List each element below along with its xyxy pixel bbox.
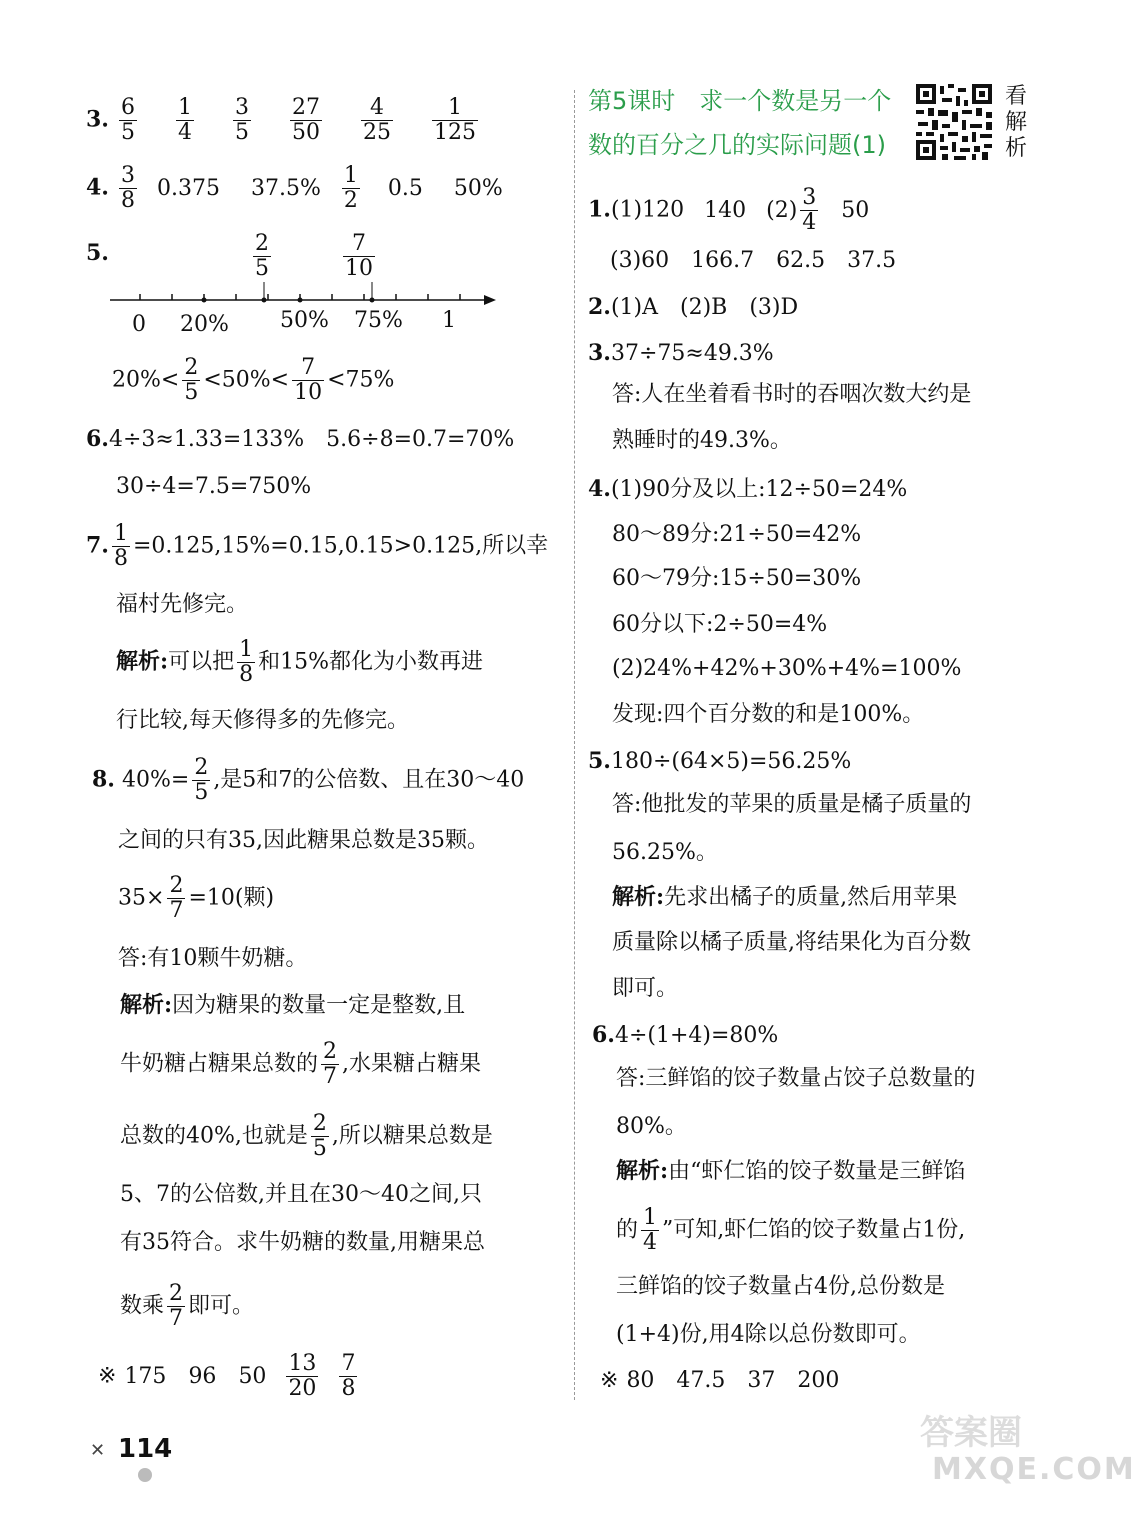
analysis-7: 解析:可以把 $\frac{1}{8}$ 和15%都化为小数再进 bbox=[116, 637, 484, 687]
answer-1: 1.(1)120 140 (2) $\frac{3}{4}$ 50 bbox=[588, 185, 870, 235]
tick-label: 1 bbox=[442, 308, 456, 333]
fraction: $\frac{3}{5}$ bbox=[234, 95, 249, 145]
analysis-8-line-5: 有35符合。求牛奶糖的数量,用糖果总 bbox=[120, 1230, 485, 1255]
answer-4-line-2: 80～89分:21÷50=42% bbox=[612, 522, 862, 547]
extra-practice: ※ 80 47.5 37 200 bbox=[600, 1368, 840, 1393]
analysis-5: 解析:先求出橘子的质量,然后用苹果 bbox=[612, 884, 958, 910]
answer-7-line-2: 福村先修完。 bbox=[116, 592, 249, 617]
lesson-title-line-1: 第5课时 求一个数是另一个 bbox=[588, 87, 892, 115]
answer-8-line-2: 之间的只有35,因此糖果总数是35颗。 bbox=[118, 828, 489, 853]
fraction: $\frac{1}{2}$ bbox=[343, 163, 358, 213]
answer-6: 6.4÷(1+4)=80% bbox=[592, 1022, 779, 1048]
watermark-logo bbox=[900, 1410, 1080, 1453]
answer-4-line-4: 60分以下:2÷50=4% bbox=[612, 612, 828, 637]
answer-5-number: 5. bbox=[86, 240, 109, 266]
analysis-6-line-2: 的 $\frac{1}{4}$ ”可知,虾仁馅的饺子数量占1份, bbox=[616, 1205, 966, 1255]
answer-4: 4. $\frac{3}{8}$ 0.375 37.5% $\frac{1}{2}$ 0.5 50% bbox=[86, 163, 503, 213]
fraction: $\frac{2}{5}$ bbox=[255, 231, 269, 281]
analysis-8-line-3: 总数的40%,也就是 $\frac{2}{5}$ ,所以糖果总数是 bbox=[120, 1111, 493, 1161]
answer-3: 3. $\frac{6}{5}$ $\frac{1}{4}$ $\frac{3}{5}$ $\frac{27}{50}$ $\frac{4}{25}$ $\frac{1}{125}$ bbox=[86, 95, 476, 145]
answer-2: 2.(1)A (2)B (3)D bbox=[588, 294, 799, 320]
answer-1-line-2: (3)60 166.7 62.5 37.5 bbox=[610, 248, 897, 273]
tick-label: 75% bbox=[354, 308, 403, 333]
lesson-title-line-2: 数的百分之几的实际问题(1) bbox=[588, 131, 886, 159]
answer-5-line-3: 56.25%。 bbox=[612, 840, 718, 865]
answer-3-line-2: 答:人在坐着看书时的吞咽次数大约是 bbox=[612, 382, 972, 407]
answer-4-line-5: (2)24%+42%+30%+4%=100% bbox=[612, 656, 962, 681]
answer-6-line-2: 答:三鲜馅的饺子数量占饺子总数量的 bbox=[616, 1066, 976, 1091]
page-number: 114 bbox=[118, 1434, 173, 1464]
analysis-6-line-3: 三鲜馅的饺子数量占4份,总份数是 bbox=[616, 1274, 945, 1299]
answer-4: 4.(1)90分及以上:12÷50=24% bbox=[588, 476, 908, 502]
tick-label: 0 bbox=[132, 312, 146, 337]
analysis-6: 解析:由“虾仁馅的饺子数量是三鲜馅 bbox=[616, 1158, 966, 1184]
fraction: $\frac{3}{8}$ bbox=[120, 163, 135, 213]
watermark-text: MXQE.COM bbox=[932, 1452, 1136, 1487]
answer-8-line-4: 答:有10颗牛奶糖。 bbox=[118, 946, 308, 971]
answer-8: 8. 40%= $\frac{2}{5}$ ,是5和7的公倍数、且在30～40 bbox=[92, 755, 525, 805]
tick-label: 20% bbox=[180, 312, 229, 337]
fraction: $\frac{4}{25}$ bbox=[362, 95, 391, 145]
answer-6: 6.4÷3≈1.33=133% 5.6÷8=0.7=70% bbox=[86, 426, 515, 452]
answer-4-line-3: 60～79分:15÷50=30% bbox=[612, 566, 862, 591]
star-mark: ✕ bbox=[90, 1440, 106, 1461]
fraction: $\frac{27}{50}$ bbox=[291, 95, 320, 145]
decorative-dot bbox=[138, 1468, 152, 1482]
answer-8-line-3: 35× $\frac{2}{7}$ =10(颗) bbox=[118, 873, 275, 923]
answer-5: 5.180÷(64×5)=56.25% bbox=[588, 748, 852, 774]
column-divider bbox=[574, 90, 576, 1400]
answer-3-line-3: 熟睡时的49.3%。 bbox=[612, 428, 792, 453]
fraction: $\frac{6}{5}$ bbox=[120, 95, 135, 145]
analysis-8: 解析:因为糖果的数量一定是整数,且 bbox=[120, 992, 466, 1018]
analysis-5-line-2: 质量除以橘子质量,将结果化为百分数 bbox=[612, 930, 971, 955]
answer-6-line-3: 80%。 bbox=[616, 1114, 687, 1139]
analysis-5-line-3: 即可。 bbox=[612, 976, 679, 1001]
fraction: $\frac{1}{125}$ bbox=[433, 95, 476, 145]
tick-label: 50% bbox=[280, 308, 329, 333]
scan-for-analysis-label: 看 解 析 bbox=[1004, 84, 1027, 161]
analysis-8-line-2: 牛奶糖占糖果总数的 $\frac{2}{7}$ ,水果糖占糖果 bbox=[120, 1039, 482, 1089]
analysis-6-line-4: (1+4)份,用4除以总份数即可。 bbox=[616, 1322, 921, 1347]
qr-code-icon[interactable] bbox=[914, 82, 994, 162]
answer-5-line-2: 答:他批发的苹果的质量是橘子质量的 bbox=[612, 792, 972, 817]
analysis-8-line-6: 数乘 $\frac{2}{7}$ 即可。 bbox=[120, 1281, 255, 1331]
analysis-7-line-2: 行比较,每天修得多的先修完。 bbox=[116, 708, 409, 733]
comparison: 20%< $\frac{2}{5}$ <50%< $\frac{7}{10}$ <75% bbox=[112, 355, 395, 405]
extra-practice: ※ 175 96 50 $\frac{13}{20}$ $\frac{7}{8}$ bbox=[98, 1351, 356, 1401]
answer-3: 3.37÷75≈49.3% bbox=[588, 340, 774, 366]
fraction: $\frac{7}{10}$ bbox=[345, 231, 373, 281]
svg-text:答案圈: 答案圈 bbox=[920, 1413, 1022, 1453]
answer-7: 7. $\frac{1}{8}$ =0.125,15%=0.15,0.15>0.125,所以幸 bbox=[86, 521, 549, 571]
analysis-8-line-4: 5、7的公倍数,并且在30～40之间,只 bbox=[120, 1182, 482, 1207]
answer-4-line-6: 发现:四个百分数的和是100%。 bbox=[612, 702, 925, 727]
answer-6-line-2: 30÷4=7.5=750% bbox=[116, 474, 312, 499]
fraction: $\frac{1}{4}$ bbox=[177, 95, 192, 145]
